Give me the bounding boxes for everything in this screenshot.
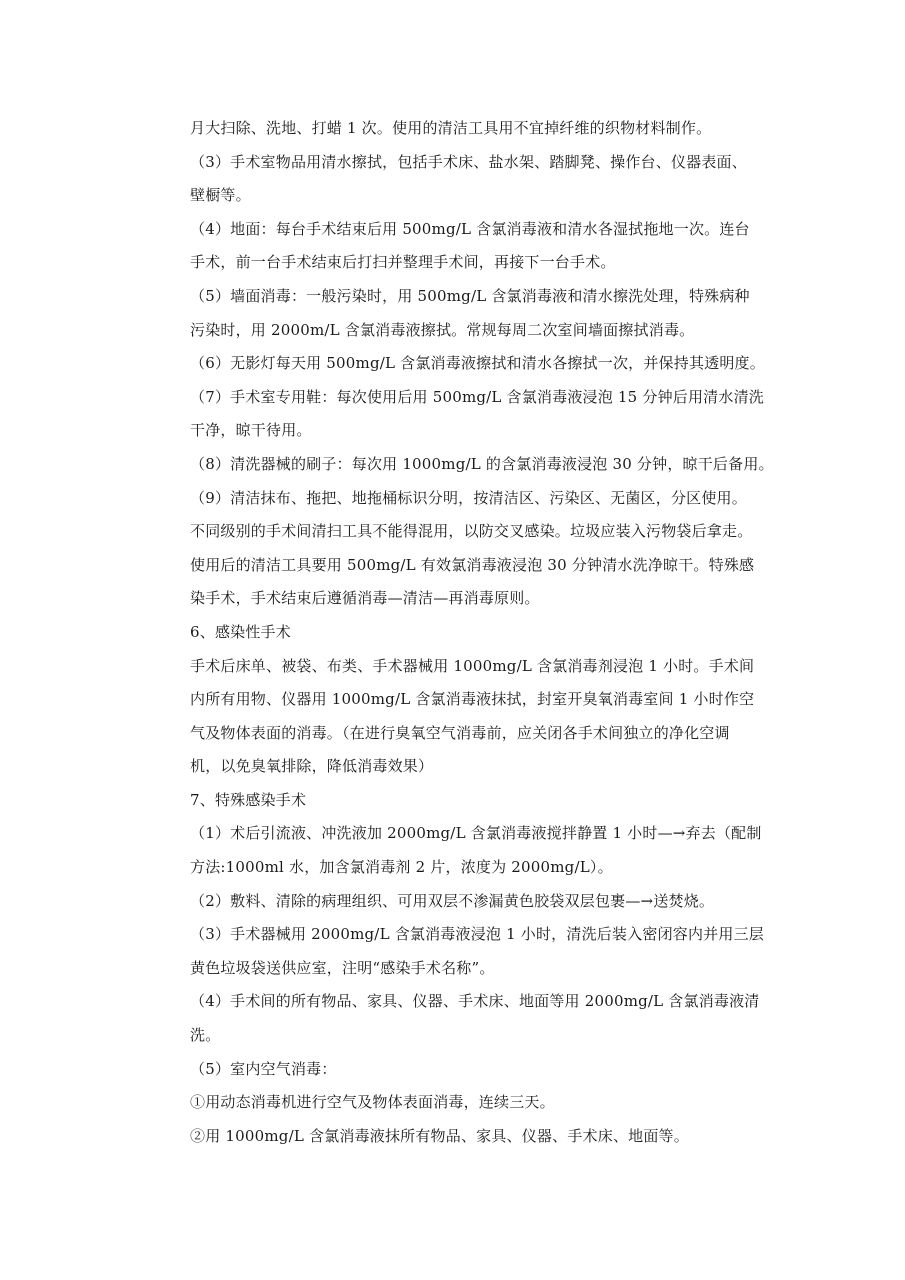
text-line: 染手术，手术结束后遵循消毒—清洁—再消毒原则。 [190,589,540,608]
text-line: 污染时，用 2000m/L 含氯消毒液擦拭。常规每周二次室间墙面擦拭消毒。 [190,320,695,339]
section-heading: 7、特殊感染手术 [190,790,307,809]
text-line: （3）手术室物品用清水擦拭，包括手术床、盐水架、踏脚凳、操作台、仪器表面、 [190,152,747,171]
text-line: 方法:1000ml 水，加含氯消毒剂 2 片，浓度为 2000mg/L）。 [190,858,613,877]
text-line: 手术后床单、被袋、布类、手术器械用 1000mg/L 含氯消毒剂浸泡 1 小时。手术间 [190,656,755,675]
section-heading: 6、感染性手术 [190,622,291,641]
text-line: 使用后的清洁工具要用 500mg/L 有效氯消毒液浸泡 30 分钟清水洗净晾干。特殊感 [190,555,755,574]
text-line: 不同级别的手术间清扫工具不能得混用，以防交叉感染。垃圾应装入污物袋后拿走。 [190,522,753,541]
text-line: （9）清洁抹布、拖把、地拖桶标识分明，按清洁区、污染区、无菌区，分区使用。 [190,488,747,507]
text-line: ②用 1000mg/L 含氯消毒液抹所有物品、家具、仪器、手术床、地面等。 [190,1126,689,1145]
document-body [190,112,790,1153]
text-line: 机，以免臭氧排除，降低消毒效果） [190,757,434,776]
text-line: 气及物体表面的消毒。（在进行臭氧空气消毒前，应关闭各手术间独立的净化空调 [190,723,730,742]
text-line: （3）手术器械用 2000mg/L 含氯消毒液浸泡 1 小时，清洗后装入密闭容内并用三层 [190,925,764,944]
text-line: （2）敷料、清除的病理组织、可用双层不渗漏黄色胶袋双层包裹—→送焚烧。 [190,891,715,910]
text-line: 干净，晾干待用。 [190,421,312,440]
text-line: 内所有用物、仪器用 1000mg/L 含氯消毒液抹拭，封室开臭氧消毒室间 1 小时作空 [190,690,755,709]
text-line: 黄色垃圾袋送供应室，注明“感染手术名称”。 [190,958,495,977]
text-line: ①用动态消毒机进行空气及物体表面消毒，连续三天。 [190,1093,555,1112]
text-line: （1）术后引流液、冲洗液加 2000mg/L 含氯消毒液搅拌静置 1 小时—→弃去（配制 [190,824,762,843]
text-line: 洗。 [190,1026,221,1045]
text-line: 壁橱等。 [190,186,251,205]
text-line: （7）手术室专用鞋：每次使用后用 500mg/L 含氯消毒液浸泡 15 分钟后用清水清洗 [190,387,764,406]
text-line: 手术，前一台手术结束后打扫并整理手术间，再接下一台手术。 [190,253,616,272]
text-line: （8）清洗器械的刷子：每次用 1000mg/L 的含氯消毒液浸泡 30 分钟，晾干后备用。 [190,454,774,473]
text-line: （5）室内空气消毒： [190,1059,337,1078]
text-line: （4）手术间的所有物品、家具、仪器、手术床、地面等用 2000mg/L 含氯消毒液清 [190,992,760,1011]
text-line: （5）墙面消毒：一般污染时，用 500mg/L 含氯消毒液和清水擦洗处理，特殊病种 [190,286,750,305]
text-line: 月大扫除、洗地、打蜡 1 次。使用的清洁工具用不宜掉纤维的织物材料制作。 [190,119,712,137]
text-line: （4）地面：每台手术结束后用 500mg/L 含氯消毒液和清水各湿拭拖地一次。连台 [190,219,750,238]
text-line: （6）无影灯每天用 500mg/L 含氯消毒液擦拭和清水各擦拭一次，并保持其透明度。 [190,354,765,373]
